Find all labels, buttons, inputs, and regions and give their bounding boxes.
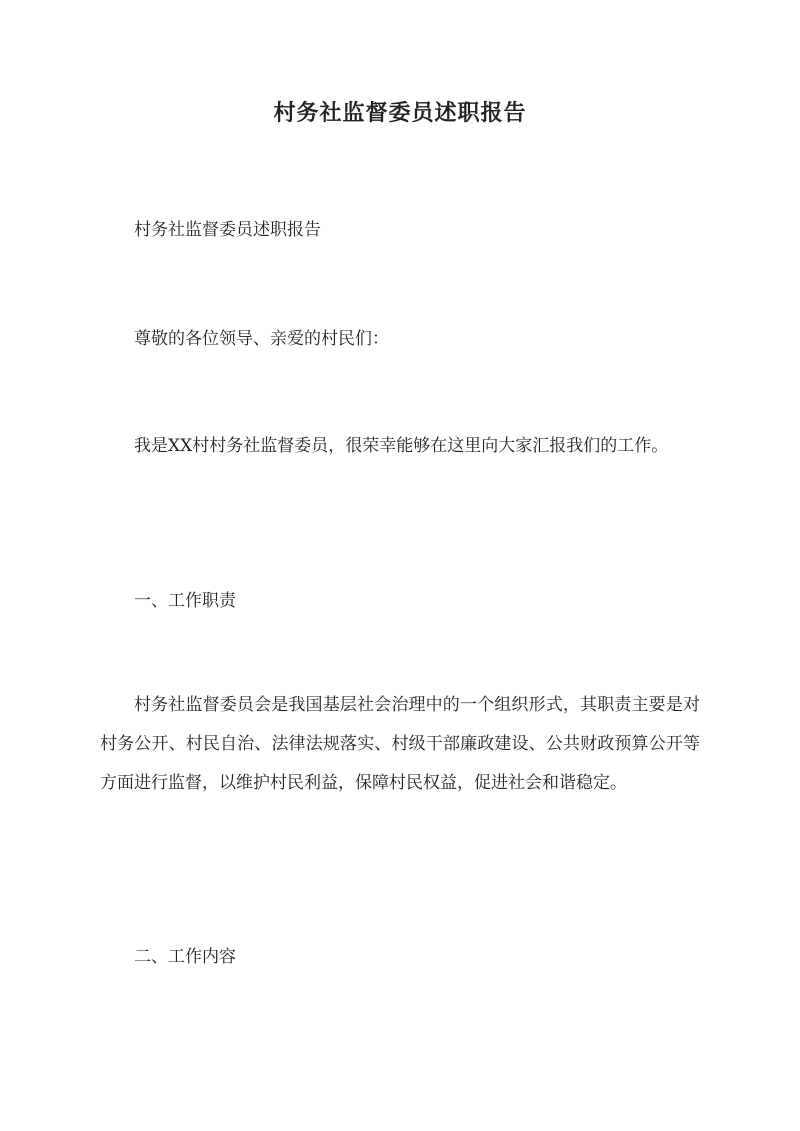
section-heading-duties: 一、工作职责 bbox=[134, 591, 236, 611]
section-heading-content: 二、工作内容 bbox=[134, 947, 236, 967]
report-subtitle: 村务社监督委员述职报告 bbox=[134, 220, 321, 240]
greeting-paragraph: 尊敬的各位领导、亲爱的村民们： bbox=[134, 329, 389, 349]
document-title: 村务社监督委员述职报告 bbox=[273, 100, 527, 126]
intro-paragraph: 我是XX村村务社监督委员，很荣幸能够在这里向大家汇报我们的工作。 bbox=[134, 436, 669, 456]
section-body-duties: 村务社监督委员会是我国基层社会治理中的一个组织形式，其职责主要是对村务公开、村民自治、法律法规落实、村级干部廉政建设、公共财政预算公开等方面进行监督，以维护村民利益，保障村民权益，促进社会和谐稳定。 bbox=[100, 695, 700, 793]
